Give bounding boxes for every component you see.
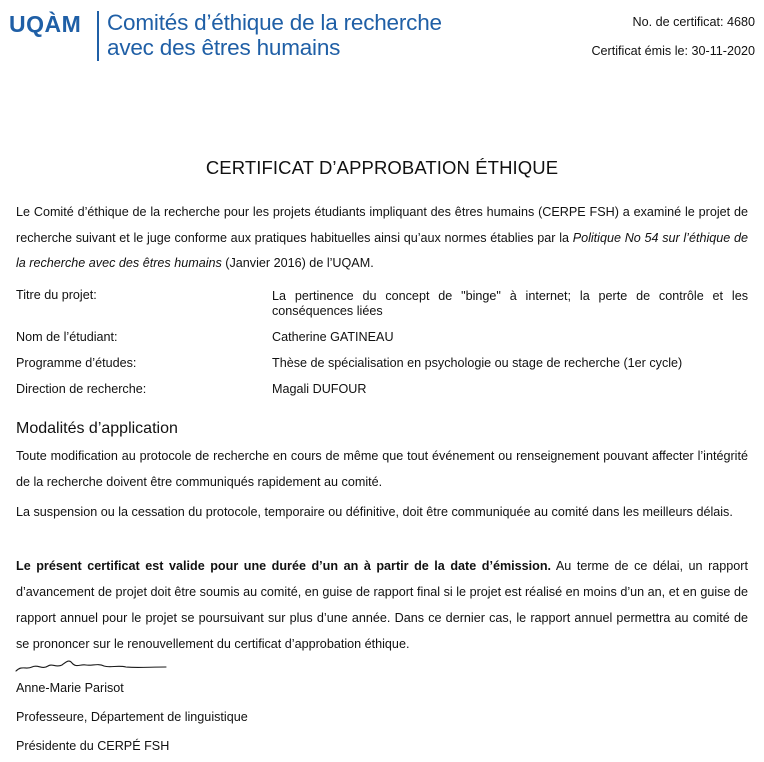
committee-line-2: avec des êtres humains [107,35,341,60]
signatory-position: Professeure, Département de linguistique [16,710,248,724]
info-value-student: Catherine GATINEAU [272,330,394,344]
handwritten-signature [14,656,174,676]
committee-line-1: Comités d’éthique de la recherche [107,10,442,35]
logo-divider [97,11,99,61]
modalites-paragraph-2: La suspension ou la cessation du protocole, temporaire ou définitive, doit être communiquée au comité dans les meilleurs délais. [16,505,733,519]
info-value-program: Thèse de spécialisation en psychologie ou stage de recherche (1er cycle) [272,356,683,370]
modalites-paragraph-1: Toute modification au protocole de recherche en cours de même que tout événement ou renseignement pouvant affecter l’intégrité de la recherche doivent être communiqués rapidement au comité. [16,449,748,489]
intro-paragraph [16,200,748,277]
letterhead [0,0,764,80]
info-row-program [16,356,748,382]
intro-text-after: (Janvier 2016) de l’UQAM. [221,256,374,270]
info-row-title [16,288,748,330]
certificate-meta [591,12,755,70]
modalites-paragraph-3 [16,553,748,657]
document-title: CERTIFICAT D’APPROBATION ÉTHIQUE [205,157,559,178]
info-label: Nom de l’étudiant: [16,330,118,344]
committee-name [107,10,442,60]
policy-reference: Politique No 54 sur l’éthique de la recherche avec des êtres humains [16,230,748,270]
certificate-number: No. de certificat: 4680 [632,15,755,29]
validity-statement: Le présent certificat est valide pour une durée d’un an à partir de la date d’émission. [16,559,552,573]
info-row-student [16,330,748,356]
intro-text-before: Le Comité d’éthique de la recherche pour les projets étudiants impliquant des êtres humains (CERPE FSH) a examiné le projet de recherche suivant et le juge conforme aux pratiques habituelles ainsi qu’aux normes établies par la [16,205,748,245]
project-info [16,288,748,408]
validity-details: Au terme de ce délai, un rapport d’avancement de projet doit être soumis au comité, en guise de rapport final si le projet est réalisé en moins d’un an, et en guise de rapport annuel pour le projet se poursuivant sur plus d’une année. Dans ce dernier cas, le rapport annuel permettra au comité de se prononcer sur le renouvellement du certificat d’approbation éthique. [16,559,748,651]
signatory-name: Anne-Marie Parisot [16,681,124,695]
uqam-logo: UQÀM [9,11,82,37]
info-label: Titre du projet: [16,288,97,302]
info-value-project-title: La pertinence du concept de "binge" à internet; la perte de contrôle et les conséquences liées [272,289,748,318]
info-label: Direction de recherche: [16,382,147,396]
certificate-issue-date: Certificat émis le: 30-11-2020 [591,44,755,58]
section-heading: Modalités d’application [16,420,178,437]
signatory-role: Présidente du CERPÉ FSH [16,739,170,753]
info-label: Programme d’études: [16,356,137,370]
info-row-supervisor [16,382,748,408]
info-value-supervisor: Magali DUFOUR [272,382,367,396]
